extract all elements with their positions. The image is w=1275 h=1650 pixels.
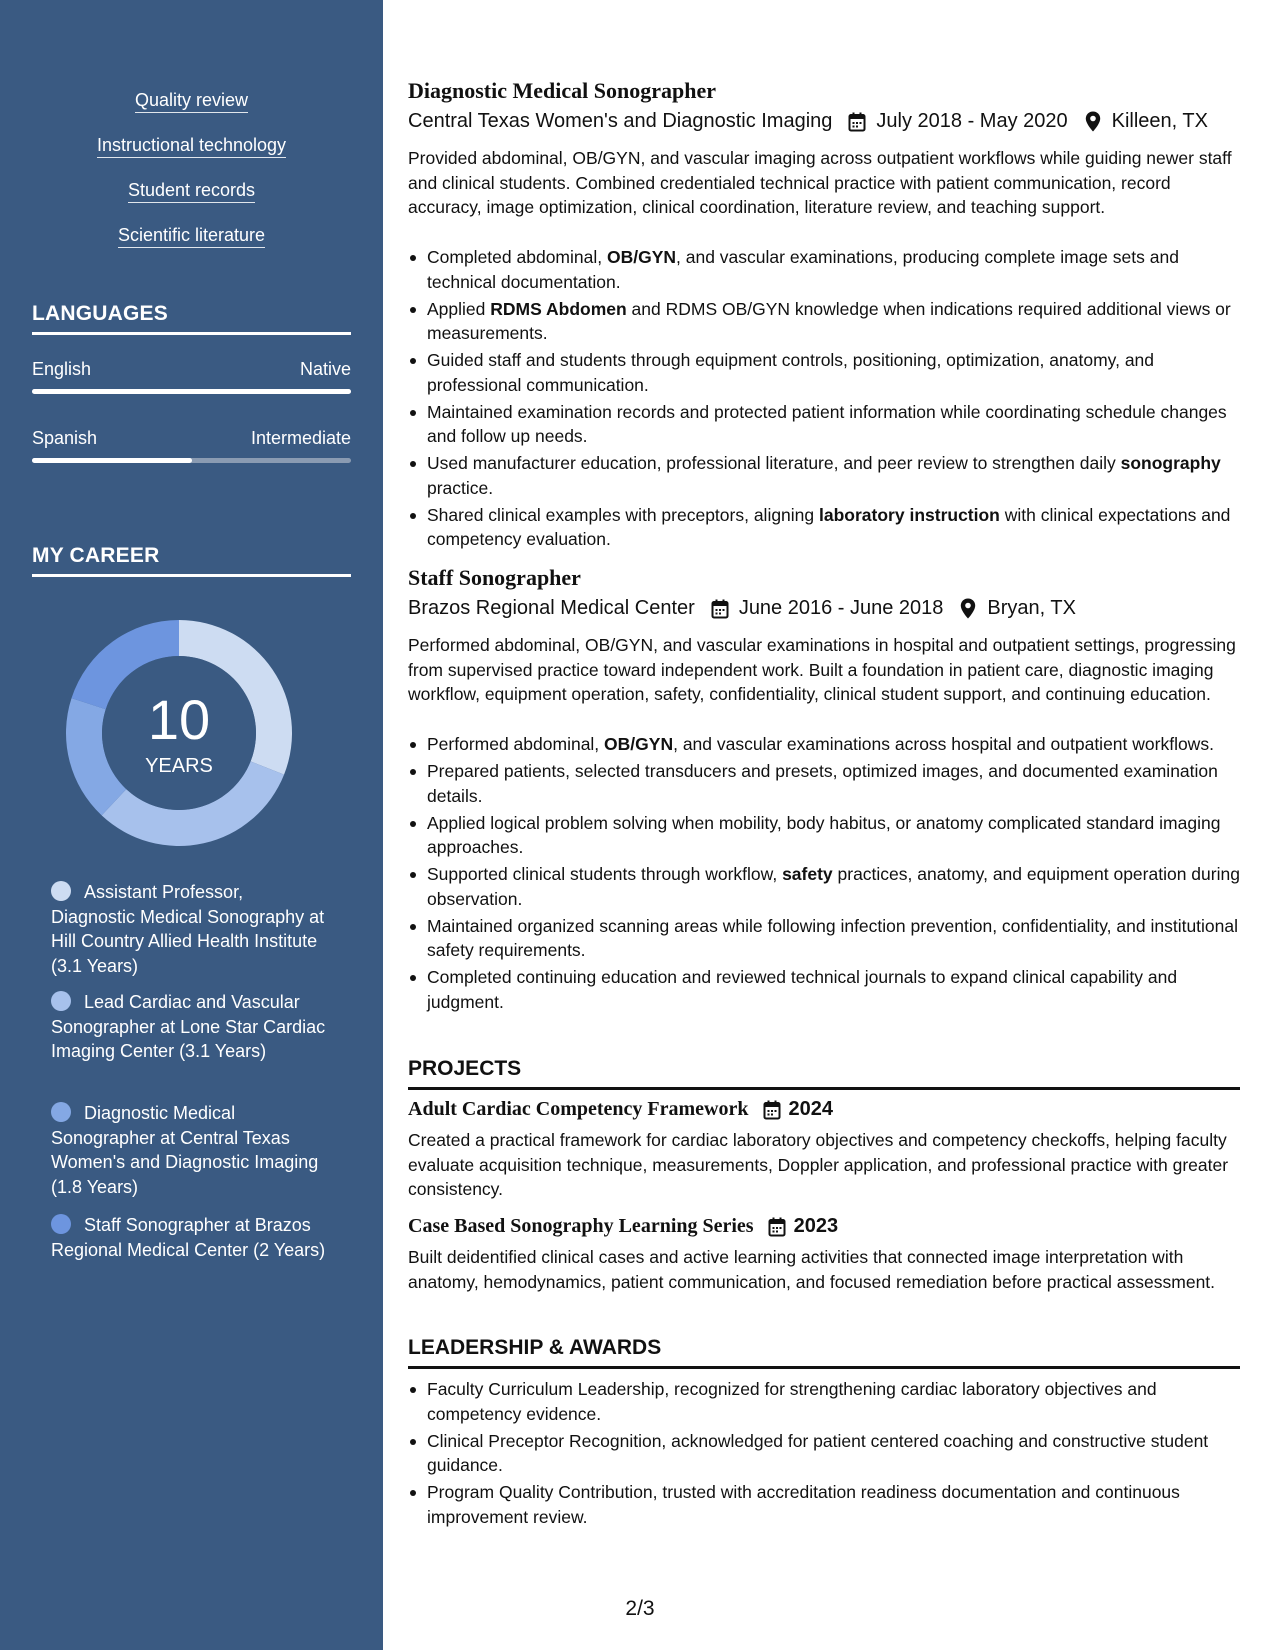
job-location: Killeen, TX: [1111, 110, 1208, 132]
job-summary: Performed abdominal, OB/GYN, and vascular examinations in hospital and outpatient settings, progressing from supervised practice toward independent work. Built a foundation in patient care, diagnostic imaging workflow, equipment operation, safety, confidentiality, clinical student support, and continuing education.: [408, 635, 1236, 704]
language-name: English: [32, 359, 92, 379]
project-description: Created a practical framework for cardiac laboratory objectives and competency checkoffs, helping faculty evaluate acquisition technique, measurements, Doppler application, and professional practice with greater consistency.: [408, 1130, 1229, 1199]
language-bar: [32, 389, 351, 394]
job-bullet: Applied logical problem solving when mobility, body habitus, or anatomy complicated standard imaging approaches.: [408, 811, 1240, 860]
career-total: 10: [147, 688, 211, 751]
job-meta: [408, 110, 1208, 133]
job-dates: July 2018 - May 2020: [876, 110, 1068, 132]
career-item: Diagnostic Medical Sonographer at Central Texas Women's and Diagnostic Imaging (1.8 Years): [51, 1103, 319, 1197]
language-level: Native: [299, 359, 351, 379]
calendar-icon: [766, 1216, 788, 1238]
job-bullets: [408, 732, 1240, 1017]
job-bullet: Completed continuing education and reviewed technical journals to expand clinical capability and judgment.: [408, 965, 1240, 1014]
language-bar-fill: [32, 389, 351, 394]
job-location: Bryan, TX: [987, 597, 1076, 619]
job-meta: [408, 597, 1076, 620]
career-dot-icon: [51, 991, 71, 1011]
language-row: [32, 359, 351, 380]
award-item: Faculty Curriculum Leadership, recognized for strengthening cardiac laboratory objectives and competency evidence.: [408, 1377, 1240, 1426]
job-summary: Provided abdominal, OB/GYN, and vascular imaging across outpatient workflows while guiding newer staff and clinical students. Combined credentialed technical practice with patient communication, record accuracy, image optimization, clinical coordination, literature review, and teaching support.: [408, 148, 1232, 217]
career-divider: [32, 574, 351, 577]
job-bullets: [408, 245, 1240, 554]
calendar-icon: [761, 1099, 783, 1121]
language-bar: [32, 458, 351, 463]
career-item: Lead Cardiac and Vascular Sonographer at Lone Star Cardiac Imaging Center (3.1 Years): [51, 992, 326, 1061]
page-number: 2/3: [625, 1597, 655, 1620]
job-bullet: Maintained organized scanning areas while following infection prevention, confidentiality, and institutional safety requirements.: [408, 914, 1240, 963]
sidebar: [0, 0, 383, 1650]
job-bullet: Used manufacturer education, professional literature, and peer review to strengthen daily sonography practice.: [408, 451, 1240, 500]
job-company: Central Texas Women's and Diagnostic Imaging: [408, 110, 833, 132]
career-item: Assistant Professor, Diagnostic Medical Sonography at Hill Country Allied Health Institute (3.1 Years): [51, 882, 325, 976]
location-pin-icon: [1082, 111, 1104, 133]
job-bullet: Guided staff and students through equipment controls, positioning, optimization, anatomy, and professional communication.: [408, 348, 1240, 397]
project-year: 2024: [788, 1098, 833, 1120]
project-title: Case Based Sonography Learning Series 2023: [408, 1215, 839, 1237]
skill-item: Student records: [0, 178, 383, 202]
projects-heading: PROJECTS: [408, 1057, 522, 1080]
awards-heading: LEADERSHIP & AWARDS: [408, 1336, 662, 1359]
project-year: 2023: [793, 1215, 839, 1237]
language-row: [32, 428, 351, 449]
career-dot-icon: [51, 1214, 71, 1234]
award-item: Clinical Preceptor Recognition, acknowledged for patient centered coaching and constructive student guidance.: [408, 1429, 1240, 1478]
job-bullet: Shared clinical examples with preceptors, aligning laboratory instruction with clinical expectations and competency evaluation.: [408, 503, 1240, 552]
skill-item: Scientific literature: [0, 223, 383, 247]
job-title: Diagnostic Medical Sonographer: [408, 78, 716, 103]
location-pin-icon: [957, 598, 979, 620]
project-description: Built deidentified clinical cases and active learning activities that connected image interpretation with anatomy, hemodynamics, patient communication, and focused remediation before practical assessment.: [408, 1247, 1216, 1292]
skill-item: Quality review: [0, 88, 383, 112]
job-bullet: Supported clinical students through workflow, safety practices, anatomy, and equipment operation during observation.: [408, 862, 1240, 911]
calendar-icon: [709, 598, 731, 620]
project-title: Adult Cardiac Competency Framework 2024: [408, 1098, 833, 1120]
award-item: Program Quality Contribution, trusted with accreditation readiness documentation and continuous improvement review.: [408, 1480, 1240, 1529]
job-title: Staff Sonographer: [408, 565, 581, 590]
language-level: Intermediate: [250, 428, 351, 448]
career-unit: YEARS: [145, 755, 213, 777]
career-dot-icon: [51, 881, 71, 901]
job-bullet: Maintained examination records and protected patient information while coordinating schedule changes and follow up needs.: [408, 400, 1240, 449]
awards-divider: [408, 1366, 1240, 1369]
calendar-icon: [846, 111, 868, 133]
career-dot-icon: [51, 1102, 71, 1122]
job-company: Brazos Regional Medical Center: [408, 597, 695, 619]
projects-divider: [408, 1087, 1240, 1090]
language-name: Spanish: [32, 428, 98, 448]
career-heading: MY CAREER: [32, 544, 160, 567]
job-bullet: Prepared patients, selected transducers and presets, optimized images, and documented examination details.: [408, 759, 1240, 808]
career-item: Staff Sonographer at Brazos Regional Medical Center (2 Years): [51, 1215, 326, 1260]
career-donut: [66, 620, 292, 846]
languages-heading: LANGUAGES: [32, 302, 168, 325]
job-dates: June 2016 - June 2018: [738, 597, 944, 619]
awards-list: [408, 1377, 1240, 1532]
language-bar-fill: [32, 458, 192, 463]
job-bullet: Performed abdominal, OB/GYN, and vascular examinations across hospital and outpatient workflows.: [408, 732, 1240, 757]
job-bullet: Applied RDMS Abdomen and RDMS OB/GYN knowledge when indications required additional views or measurements.: [408, 297, 1240, 346]
languages-divider: [32, 332, 351, 335]
skill-item: Instructional technology: [0, 133, 383, 157]
job-bullet: Completed abdominal, OB/GYN, and vascular examinations, producing complete image sets and technical documentation.: [408, 245, 1240, 294]
